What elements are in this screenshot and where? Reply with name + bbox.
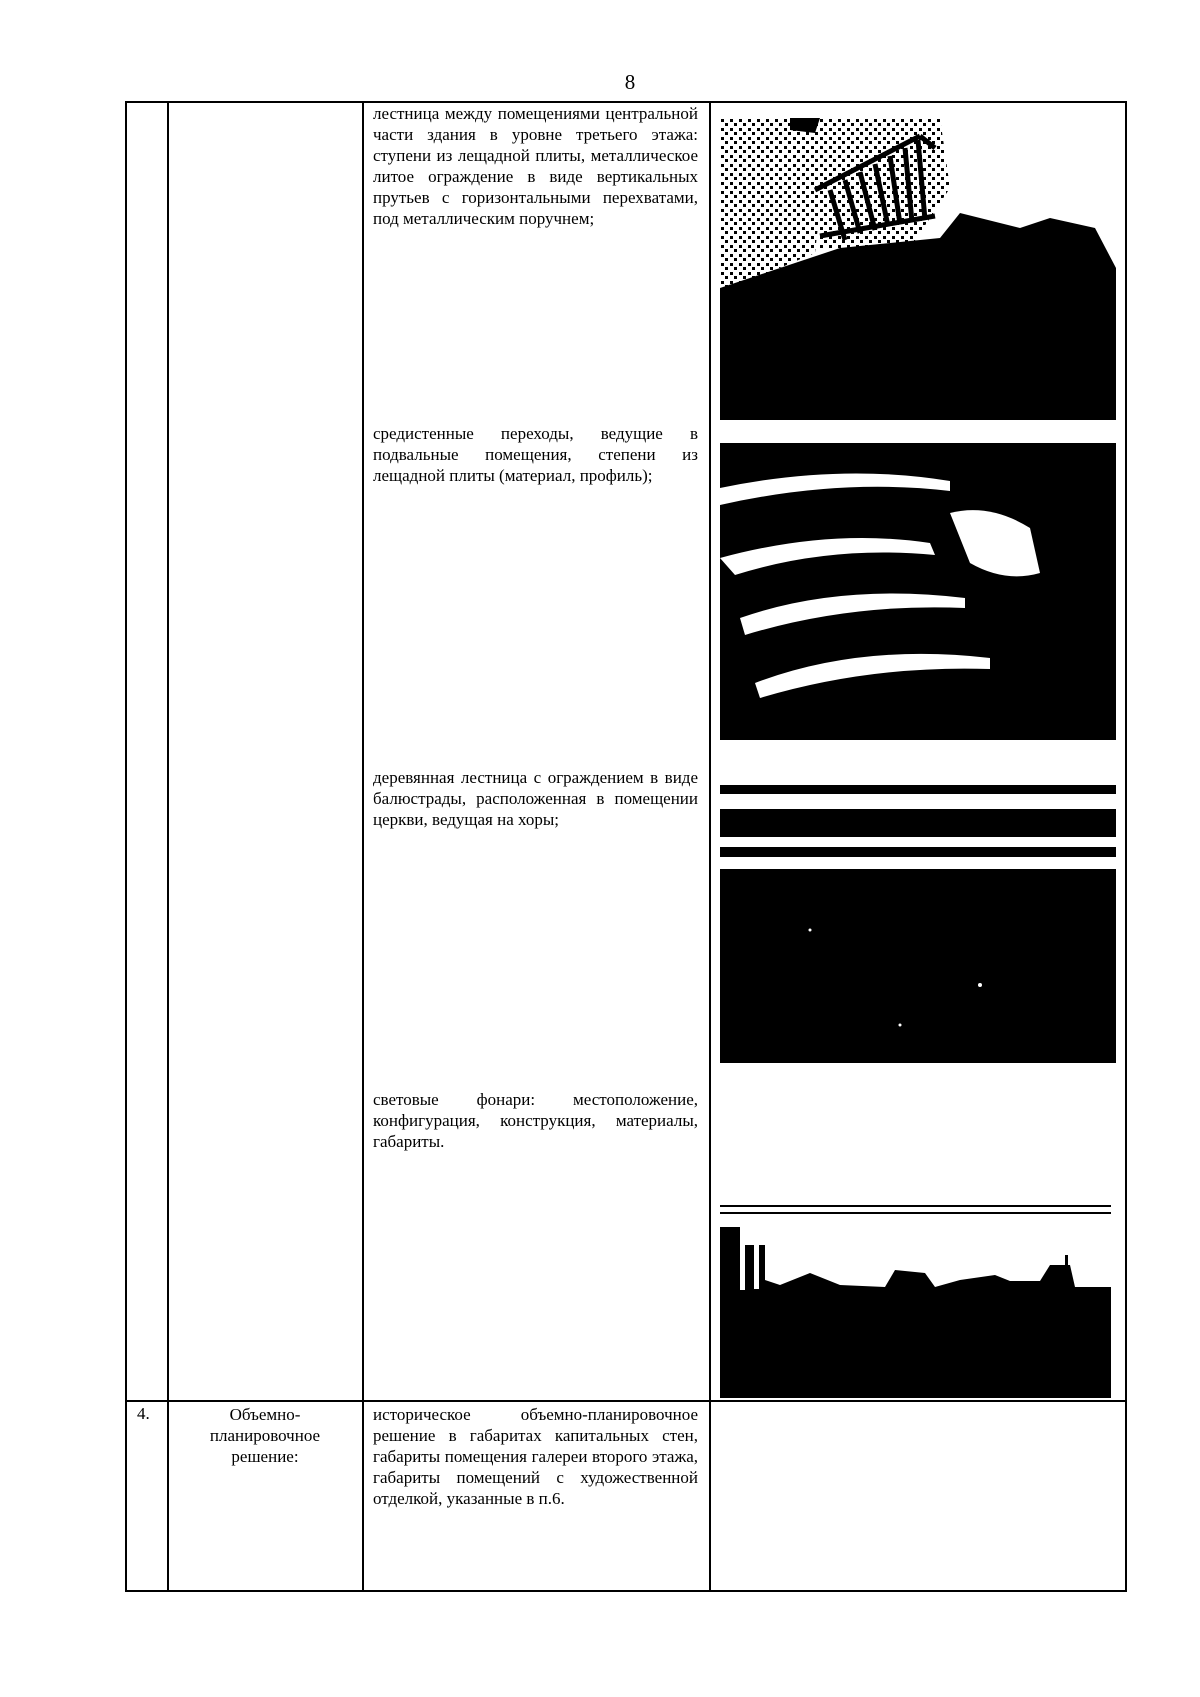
- table-column-divider: [362, 101, 364, 1592]
- table-column-divider: [709, 101, 711, 1592]
- item-number: 4.: [137, 1404, 150, 1423]
- description-entry-layout: историческое объемно-планировочное решение в габаритах капитальных стен, габариты помещения галереи второго этажа, габариты помещений с художественной отделкой, указанные в п.6.: [373, 1405, 698, 1508]
- description-entry-wooden-stair: деревянная лестница с ограждением в виде балюстрады, расположенная в помещении церкви, ведущая на хоры;: [373, 768, 698, 829]
- description-entry-skylights: световые фонари: местоположение, конфигурация, конструкция, материалы, габариты.: [373, 1090, 698, 1151]
- photo-skylights-roof: [720, 1205, 1111, 1398]
- table-border-right: [1125, 101, 1127, 1592]
- table-border-bottom: [125, 1590, 1127, 1592]
- element-title: Объемно-планировочное решение:: [209, 1405, 321, 1466]
- table-border-left: [125, 101, 127, 1592]
- description-entry-passages: средистенные переходы, ведущие в подвальные помещения, степени из лещадной плиты (материал, профиль);: [373, 424, 698, 485]
- photo-staircase-railing: [720, 118, 1116, 420]
- table-row-divider: [125, 1400, 1127, 1402]
- photo-church-stair: [720, 785, 1116, 1067]
- table-column-divider: [167, 101, 169, 1592]
- description-entry-stairs: лестница между помещениями центральной части здания в уровне третьего этажа: ступени из лещадной плиты, металлическое литое ограждение в виде вертикальных прутьев с горизонтальными перехватами, под металлическим поручнем;: [373, 104, 698, 228]
- photo-stone-steps: [720, 443, 1116, 740]
- page-number: 8: [624, 70, 636, 94]
